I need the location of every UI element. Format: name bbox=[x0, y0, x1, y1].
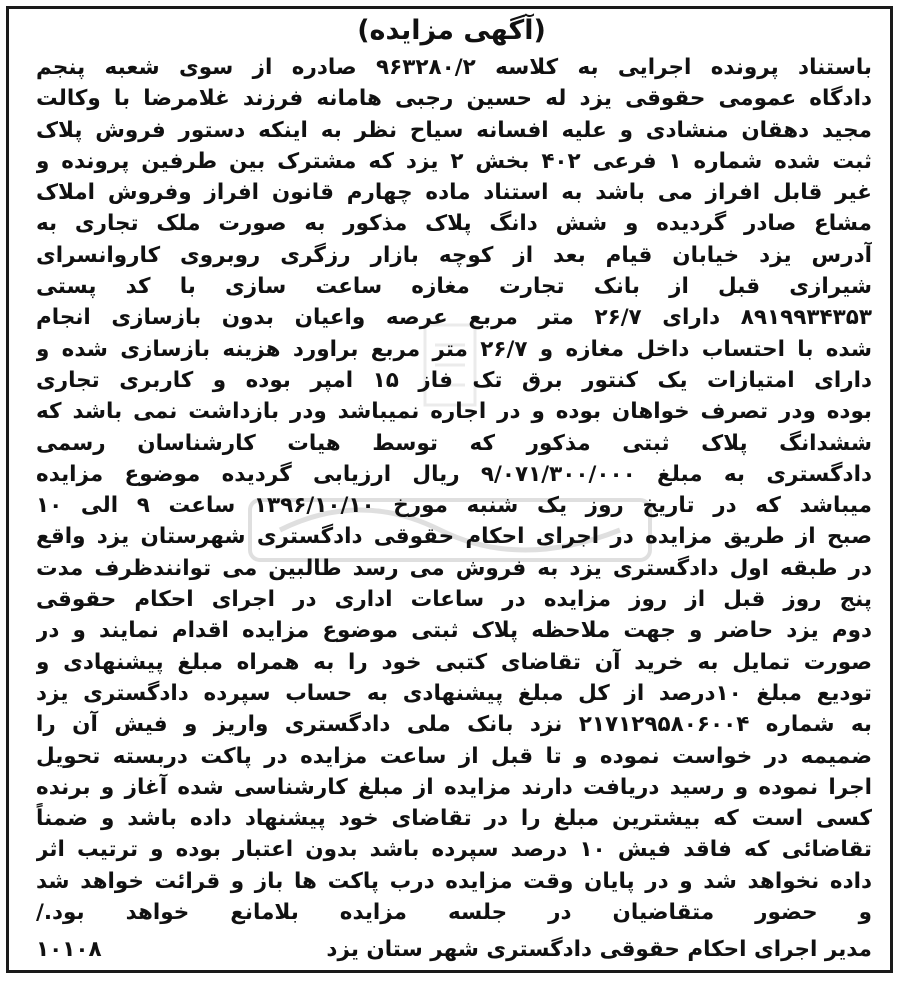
notice-line: پنج روز قبل از روز مزایده در ساعات اداری در اجرای احکام حقوقی bbox=[36, 587, 872, 613]
notice-title: (آگهی مزایده) bbox=[357, 15, 546, 46]
notice-line: مجید دهقان منشادی و علیه افسانه سیاح نظر به اینکه دستور فروش پلاک bbox=[36, 117, 872, 143]
notice-line: غیر قابل افراز می باشد به استناد ماده چهارم قانون افراز وفروش املاک bbox=[36, 180, 872, 206]
notice-line: بوده ودر تصرف خواهان بوده و در اجاره نمیباشد ودر بازداشت نمی باشد که bbox=[36, 399, 872, 425]
notice-line: دادگاه عمومی حقوقی یزد له حسین رجبی هامانه فرزند غلامرضا با وکالت bbox=[36, 86, 872, 112]
reference-number: ۱۰۱۰۸ bbox=[36, 937, 102, 962]
notice-line: در طبقه اول دادگستری یزد به فروش می رسد طالبین می توانندظرف مدت bbox=[36, 555, 872, 581]
notice-line: آدرس یزد خیابان قیام بعد از کوچه بازار رزگری روبروی کاروانسرای bbox=[36, 242, 872, 268]
notice-line: ضمیمه در خواست نموده و تا قبل از ساعت مزایده در پاکت دربسته تحویل bbox=[36, 743, 872, 769]
notice-line: ششدانگ پلاک ثبتی مذکور که توسط هیات کارشناسان رسمی bbox=[36, 430, 872, 456]
notice-line: شیرازی قبل از بانک تجارت مغازه ساعت سازی با کد پستی bbox=[36, 274, 872, 300]
notice-line: ثبت شده شماره ۱ فرعی ۴۰۲ بخش ۲ یزد که مشترک بین طرفین پرونده و bbox=[36, 148, 872, 174]
notice-line: دارای امتیازات یک کنتور برق تک فاز ۱۵ امپر بوده و کاربری تجاری bbox=[36, 367, 872, 393]
notice-line: مشاع صادر گردیده و شش دانگ پلاک مذکور به صورت ملک تجاری به bbox=[36, 211, 872, 237]
notice-line: و حضور متقاضیان در جلسه مزایده بلامانع خواهد بود./ bbox=[36, 900, 872, 926]
notice-line: صورت تمایل به خرید آن تقاضای کتبی خود را به همراه مبلغ پیشنهادی و bbox=[36, 649, 872, 675]
notice-line: کسی است که بیشترین مبلغ را در تقاضای خود پیشنهاد داده باشد و ضمناً bbox=[36, 806, 872, 832]
notice-line: تقاضائی که فاقد فیش ۱۰ درصد سپرده باشد بدون اعتبار بوده و ترتیب اثر bbox=[36, 837, 872, 863]
notice-line: به شماره ۲۱۷۱۲۹۵۸۰۶۰۰۴ نزد بانک ملی دادگستری واریز و فیش آن را bbox=[36, 712, 872, 738]
notice-line: اجرا نموده و رسید دریافت دارند مزایده از مبلغ کارشناسی شده آغاز و برنده bbox=[36, 774, 872, 800]
notice-line: ۸۹۱۹۹۳۴۳۵۳ دارای ۲۶/۷ متر مربع عرصه واعیان بدون بازسازی انجام bbox=[36, 305, 872, 331]
notice-line: دادگستری به مبلغ ۹/۰۷۱/۳۰۰/۰۰۰ ریال ارزیابی گردیده موضوع مزایده bbox=[36, 461, 872, 487]
notice-line: شده با احتساب داخل مغازه و ۲۶/۷ متر مربع براورد هزینه بازسازی شده و bbox=[36, 336, 872, 362]
signature-row bbox=[36, 934, 872, 966]
notice-line: داده نخواهد شد و در پایان وقت مزایده درب پاکت ها باز و قرائت خواهد شد bbox=[36, 868, 872, 894]
notice-line: دوم یزد حاضر و جهت ملاحظه پلاک ثبتی موضوع مزایده اقدام نمایند و در bbox=[36, 618, 872, 644]
notice-line: صبح از طریق مزایده در اجرای احکام حقوقی دادگستری شهرستان یزد واقع bbox=[36, 524, 872, 550]
notice-body bbox=[36, 52, 872, 928]
notice-line: باستناد پرونده اجرایی به کلاسه ۹۶۳۲۸۰/۲ صادره از سوی شعبه پنجم bbox=[36, 55, 872, 80]
notice-line: تودیع مبلغ ۱۰درصد از کل مبلغ پیشنهادی به حساب سپرده دادگستری یزد bbox=[36, 680, 872, 706]
signature: مدیر اجرای احکام حقوقی دادگستری شهر ستان یزد bbox=[326, 937, 872, 962]
notice-line: میباشد که در تاریخ روز یک شنبه مورخ ۱۳۹۶/۱۰/۱۰ ساعت ۹ الی ۱۰ bbox=[36, 493, 872, 519]
